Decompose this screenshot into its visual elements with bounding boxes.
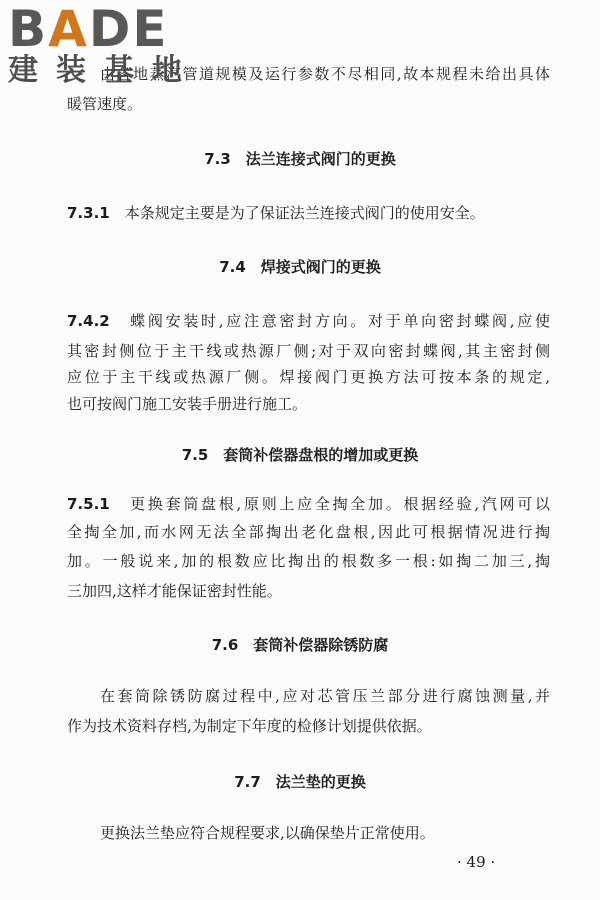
clause-7-4-2-line-3: 应位于主干线或热源厂侧。焊接阀门更换方法可按本条的规定, — [67, 368, 550, 386]
clause-7-5-1-line-1 — [67, 494, 550, 514]
section-heading-7-4: 7.4 焊接式阀门的更换 — [219, 258, 381, 276]
section-heading-7-6: 7.6 套筒补偿器除锈防腐 — [211, 636, 389, 654]
clause-7-4-2-line-4: 也可按阀门施工安装手册进行施工。 — [67, 395, 308, 413]
section-heading-7-7: 7.7 法兰垫的更换 — [234, 773, 366, 791]
clause-number: 7.3.1 — [67, 204, 110, 222]
section-heading-7-5: 7.5 套筒补偿器盘根的增加或更换 — [181, 446, 419, 464]
section-7-6-line-2: 作为技术资料存档,为制定下年度的检修计划提供依据。 — [67, 717, 432, 735]
clause-7-4-2-line-1 — [67, 311, 550, 331]
clause-text: 本条规定主要是为了保证法兰连接式阀门的使用安全。 — [124, 204, 485, 222]
clause-7-5-1-line-2: 全掏全加,而水网无法全部掏出老化盘根,因此可根据情况进行掏 — [67, 523, 550, 541]
section-heading-7-3: 7.3 法兰连接式阀门的更换 — [204, 150, 396, 168]
clause-text: 蝶阀安装时,应注意密封方向。对于单向密封蝶阀,应使 — [130, 312, 550, 330]
intro-line-1: 由各地蒸汽管道规模及运行参数不尽相同,故本规程未给出具体 — [100, 65, 550, 83]
clause-text: 更换套筒盘根,原则上应全掏全加。根据经验,汽网可以 — [130, 495, 550, 513]
clause-7-4-2-line-2: 其密封侧位于主干线或热源厂侧;对于双向密封蝶阀,其主密封侧 — [67, 342, 550, 360]
brand-letter-b: B — [8, 0, 49, 58]
watermark-logo — [8, 2, 200, 88]
section-7-6-line-1: 在套筒除锈防腐过程中,应对芯管压兰部分进行腐蚀测量,并 — [100, 687, 550, 705]
brand-letter-a: A — [48, 0, 89, 58]
page-number: · 49 · — [457, 853, 496, 871]
watermark-brand — [8, 2, 200, 56]
brand-letters-de: DE — [88, 0, 169, 58]
clause-number: 7.4.2 — [67, 312, 110, 330]
clause-7-5-1-line-4: 三加四,这样才能保证密封性能。 — [67, 582, 282, 600]
clause-7-5-1-line-3: 加。一般说来,加的根数应比掏出的根数多一根:如掏二加三,掏 — [67, 552, 550, 570]
clause-number: 7.5.1 — [67, 495, 110, 513]
watermark-subtitle: 建装基地 — [8, 53, 200, 88]
clause-7-3-1 — [67, 203, 550, 223]
intro-line-2: 暖管速度。 — [67, 95, 143, 113]
section-7-7-line-1: 更换法兰垫应符合规程要求,以确保垫片正常使用。 — [100, 824, 435, 842]
